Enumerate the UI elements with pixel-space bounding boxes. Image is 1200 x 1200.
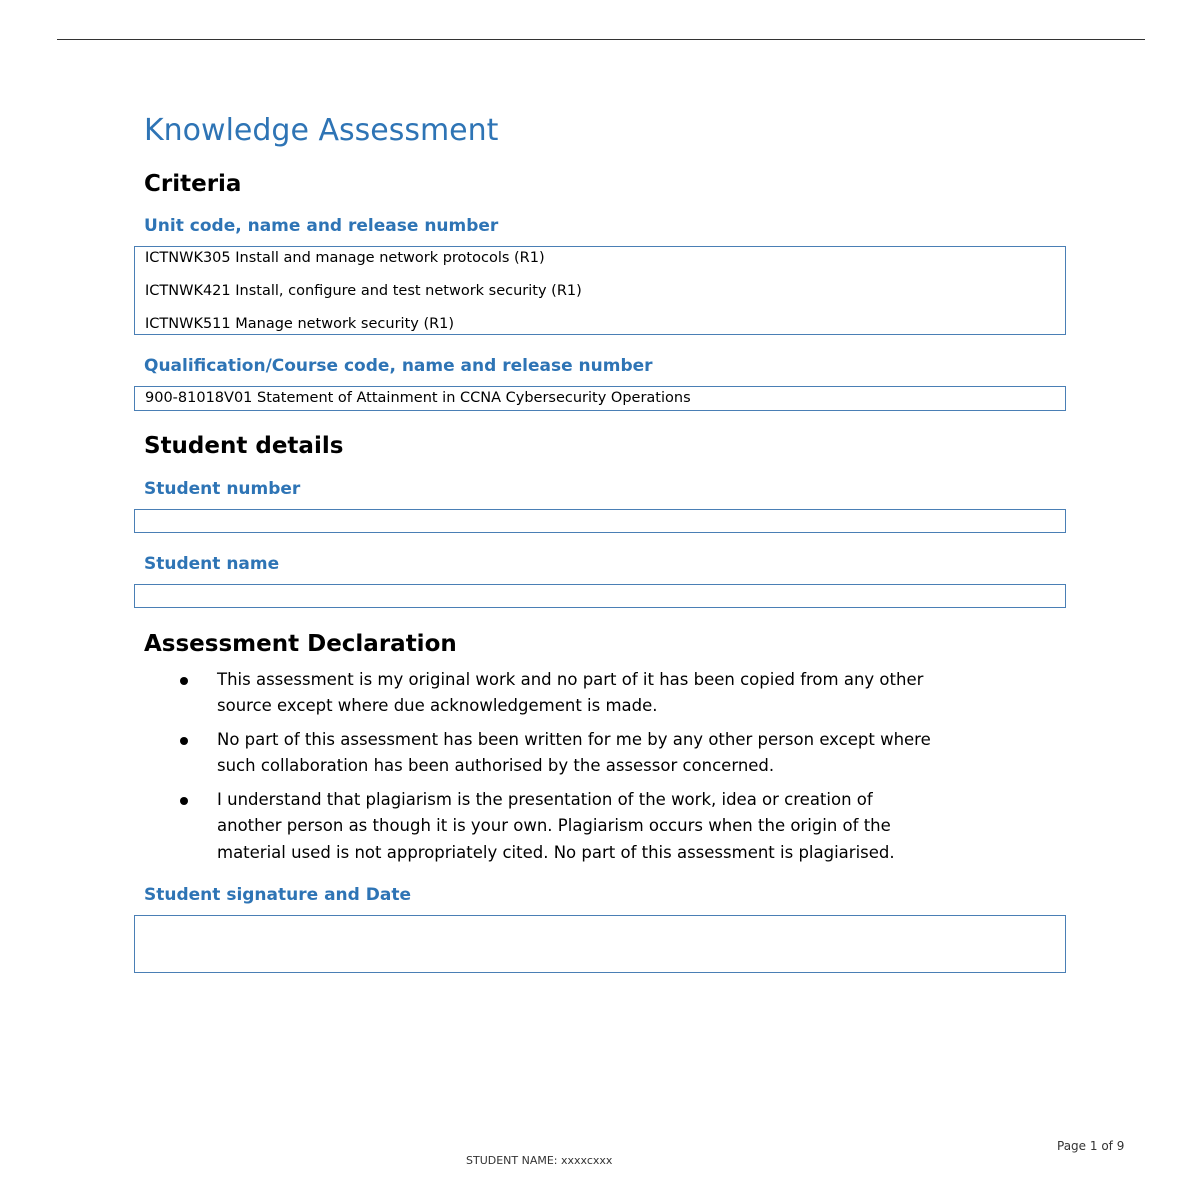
unit-field[interactable] [134,246,1066,335]
qualification-field[interactable] [134,386,1066,411]
student-details-heading: Student details [144,433,344,459]
student-number-label: Student number [144,479,301,499]
bullet-icon [180,677,188,685]
document-title: Knowledge Assessment [144,113,499,148]
unit-line: ICTNWK305 Install and manage network protocols (R1) [145,250,545,266]
declaration-line: This assessment is my original work and no part of it has been copied from any other [217,670,924,689]
unit-label: Unit code, name and release number [144,216,499,236]
qualification-label: Qualification/Course code, name and release number [144,356,653,376]
student-name-label: Student name [144,554,280,574]
bullet-icon [180,737,188,745]
page-number: Page 1 of 9 [1057,1139,1125,1153]
footer-student-name: STUDENT NAME: xxxxcxxx [466,1154,613,1167]
signature-field[interactable] [134,915,1066,973]
declaration-line: material used is not appropriately cited. No part of this assessment is plagiarised. [217,843,895,862]
student-name-field[interactable] [134,584,1066,608]
declaration-line: I understand that plagiarism is the presentation of the work, idea or creation of [217,790,873,809]
declaration-line: such collaboration has been authorised by the assessor concerned. [217,756,775,775]
header-rule [57,39,1145,40]
declaration-line: No part of this assessment has been written for me by any other person except where [217,730,931,749]
qualification-value: 900-81018V01 Statement of Attainment in CCNA Cybersecurity Operations [145,390,691,406]
bullet-icon [180,797,188,805]
student-number-field[interactable] [134,509,1066,533]
unit-line: ICTNWK511 Manage network security (R1) [145,316,455,332]
unit-line: ICTNWK421 Install, configure and test network security (R1) [145,283,582,299]
declaration-heading: Assessment Declaration [144,631,457,657]
signature-label: Student signature and Date [144,885,411,905]
declaration-line: another person as though it is your own. Plagiarism occurs when the origin of the [217,816,891,835]
criteria-heading: Criteria [144,171,242,197]
declaration-line: source except where due acknowledgement is made. [217,696,658,715]
